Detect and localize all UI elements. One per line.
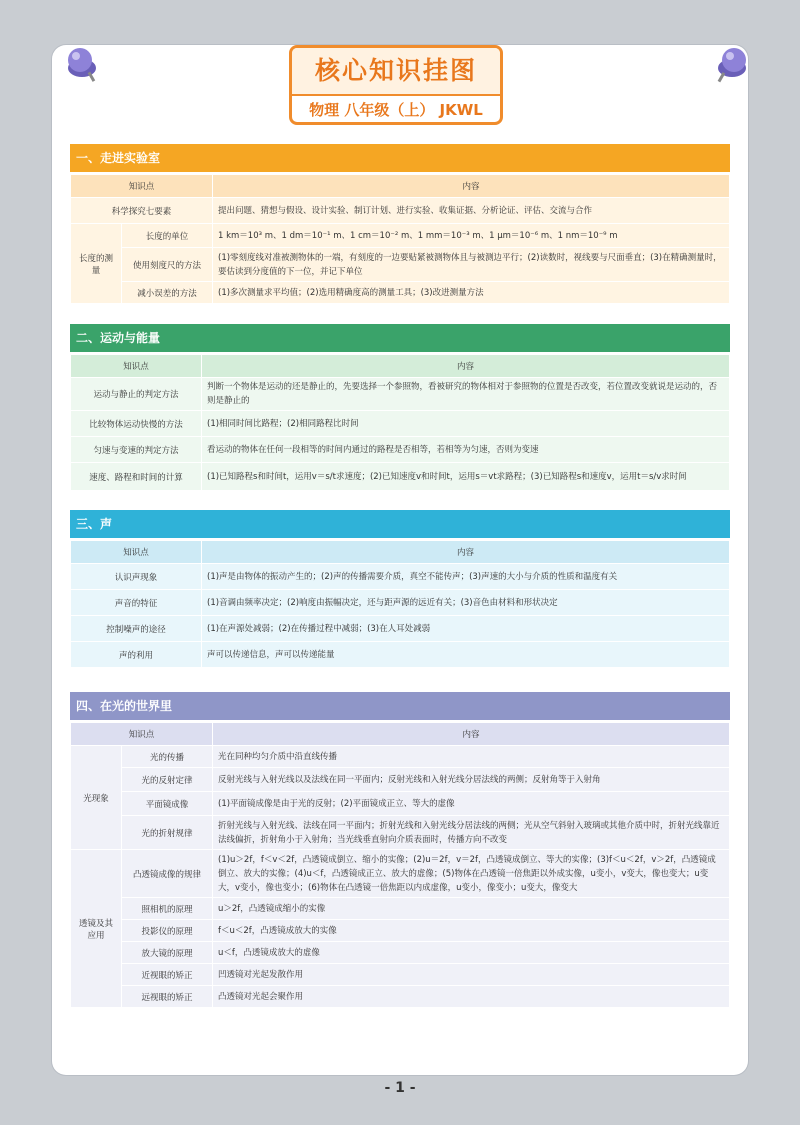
pushpin-icon	[710, 42, 754, 86]
knowledge-cell: 长度的单位	[122, 224, 213, 248]
knowledge-cell: 近视眼的矫正	[122, 964, 213, 986]
knowledge-cell: 放大镜的原理	[122, 942, 213, 964]
knowledge-cell: 认识声现象	[71, 564, 202, 590]
page-title: 核心知识挂图	[292, 48, 500, 94]
knowledge-cell: 声的利用	[71, 642, 202, 668]
knowledge-cell: 匀速与变速的判定方法	[71, 437, 202, 463]
section-title: 三、声	[70, 510, 730, 538]
section-title: 一、走进实验室	[70, 144, 730, 172]
knowledge-cell: 比较物体运动快慢的方法	[71, 411, 202, 437]
section-table	[70, 722, 730, 1008]
content-cell: (1)在声源处减弱；(2)在传播过程中减弱；(3)在人耳处减弱	[202, 616, 730, 642]
knowledge-cell: 平面镜成像	[122, 792, 213, 816]
section-table	[70, 354, 730, 491]
col-header-content: 内容	[202, 541, 730, 564]
content-cell: u＞2f，凸透镜成缩小的实像	[213, 898, 730, 920]
content-cell: 1 km＝10³ m、1 dm＝10⁻¹ m、1 cm＝10⁻² m、1 mm＝10⁻³ m、1 μm＝10⁻⁶ m、1 nm＝10⁻⁹ m	[213, 224, 730, 248]
section-motion	[70, 324, 730, 491]
knowledge-cell: 光的反射定律	[122, 768, 213, 792]
section-title: 二、运动与能量	[70, 324, 730, 352]
content-cell: (1)已知路程s和时间t，运用v＝s/t求速度；(2)已知速度v和时间t，运用s＝vt求路程；(3)已知路程s和速度v，运用t＝s/v求时间	[202, 463, 730, 491]
group-cell: 透镜及其应用	[71, 850, 122, 1008]
content-cell: (1)平面镜成像是由于光的反射；(2)平面镜成正立、等大的虚像	[213, 792, 730, 816]
col-header-knowledge: 知识点	[71, 541, 202, 564]
knowledge-cell: 运动与静止的判定方法	[71, 378, 202, 411]
content-cell: 判断一个物体是运动的还是静止的，先要选择一个参照物，看被研究的物体相对于参照物的位置是否改变，若位置改变就说是运动的，否则是静止的	[202, 378, 730, 411]
content-cell: 看运动的物体在任何一段相等的时间内通过的路程是否相等，若相等为匀速，否则为变速	[202, 437, 730, 463]
content-cell: 光在同种均匀介质中沿直线传播	[213, 746, 730, 768]
content-cell: 凸透镜对光起会聚作用	[213, 986, 730, 1008]
content-cell: (1)声是由物体的振动产生的；(2)声的传播需要介质，真空不能传声；(3)声速的大小与介质的性质和温度有关	[202, 564, 730, 590]
section-lab	[70, 144, 730, 304]
content-cell: (1)相同时间比路程；(2)相同路程比时间	[202, 411, 730, 437]
content-cell: (1)零刻度线对准被测物体的一端，有刻度的一边要贴紧被测物体且与被测边平行；(2)读数时，视线要与尺面垂直；(3)在精确测量时，要估读到分度值的下一位，并记下单位	[213, 248, 730, 282]
section-table	[70, 540, 730, 668]
section-light	[70, 692, 730, 1008]
section-title: 四、在光的世界里	[70, 692, 730, 720]
knowledge-cell: 投影仪的原理	[122, 920, 213, 942]
knowledge-cell: 使用刻度尺的方法	[122, 248, 213, 282]
section-table	[70, 174, 730, 304]
group-cell: 长度的测量	[71, 224, 122, 304]
content-cell: 声可以传递信息，声可以传递能量	[202, 642, 730, 668]
pushpin-icon	[60, 42, 104, 86]
title-box	[289, 45, 503, 125]
content-cell: 折射光线与入射光线、法线在同一平面内；折射光线和入射光线分居法线的两侧；光从空气斜射入玻璃或其他介质中时，折射光线靠近法线偏折，折射角小于入射角；当光线垂直射向介质表面时，传播方向不改变	[213, 816, 730, 850]
content-cell: 凹透镜对光起发散作用	[213, 964, 730, 986]
col-header-content: 内容	[213, 175, 730, 198]
knowledge-cell: 远视眼的矫正	[122, 986, 213, 1008]
page-subtitle: 物理 八年级（上） JKWL	[292, 94, 500, 124]
content-cell: (1)音调由频率决定；(2)响度由振幅决定，还与距声源的远近有关；(3)音色由材料和形状决定	[202, 590, 730, 616]
page-number: - 1 -	[384, 1080, 416, 1096]
content-cell: u＜f，凸透镜成放大的虚像	[213, 942, 730, 964]
knowledge-cell: 速度、路程和时间的计算	[71, 463, 202, 491]
content-cell: 反射光线与入射光线以及法线在同一平面内；反射光线和入射光线分居法线的两侧；反射角等于入射角	[213, 768, 730, 792]
knowledge-cell: 凸透镜成像的规律	[122, 850, 213, 898]
knowledge-cell: 减小误差的方法	[122, 282, 213, 304]
col-header-knowledge: 知识点	[71, 355, 202, 378]
knowledge-cell: 光的传播	[122, 746, 213, 768]
knowledge-cell: 光的折射规律	[122, 816, 213, 850]
knowledge-cell: 控制噪声的途径	[71, 616, 202, 642]
section-sound	[70, 510, 730, 668]
knowledge-cell: 科学探究七要素	[71, 198, 213, 224]
knowledge-cell: 声音的特征	[71, 590, 202, 616]
col-header-knowledge: 知识点	[71, 175, 213, 198]
knowledge-cell: 照相机的原理	[122, 898, 213, 920]
content-cell: (1)u＞2f，f＜v＜2f，凸透镜成倒立、缩小的实像；(2)u＝2f，v＝2f，凸透镜成倒立、等大的实像；(3)f＜u＜2f，v＞2f，凸透镜成倒立、放大的实像；(4)u＜f，凸透镜成正立、放大的虚像；(5)物体在凸透镜一倍焦距以外成实像，u变小，v变大，像也变大；u变大，v变小，像也变小；(6)物体在凸透镜一倍焦距以内成虚像，u变小，像变小；u变大，像变大	[213, 850, 730, 898]
content-cell: (1)多次测量求平均值；(2)选用精确度高的测量工具；(3)改进测量方法	[213, 282, 730, 304]
col-header-content: 内容	[213, 723, 730, 746]
group-cell: 光现象	[71, 746, 122, 850]
content-cell: f＜u＜2f，凸透镜成放大的实像	[213, 920, 730, 942]
col-header-knowledge: 知识点	[71, 723, 213, 746]
content-cell: 提出问题、猜想与假设、设计实验、制订计划、进行实验、收集证据、分析论证、评估、交流与合作	[213, 198, 730, 224]
col-header-content: 内容	[202, 355, 730, 378]
